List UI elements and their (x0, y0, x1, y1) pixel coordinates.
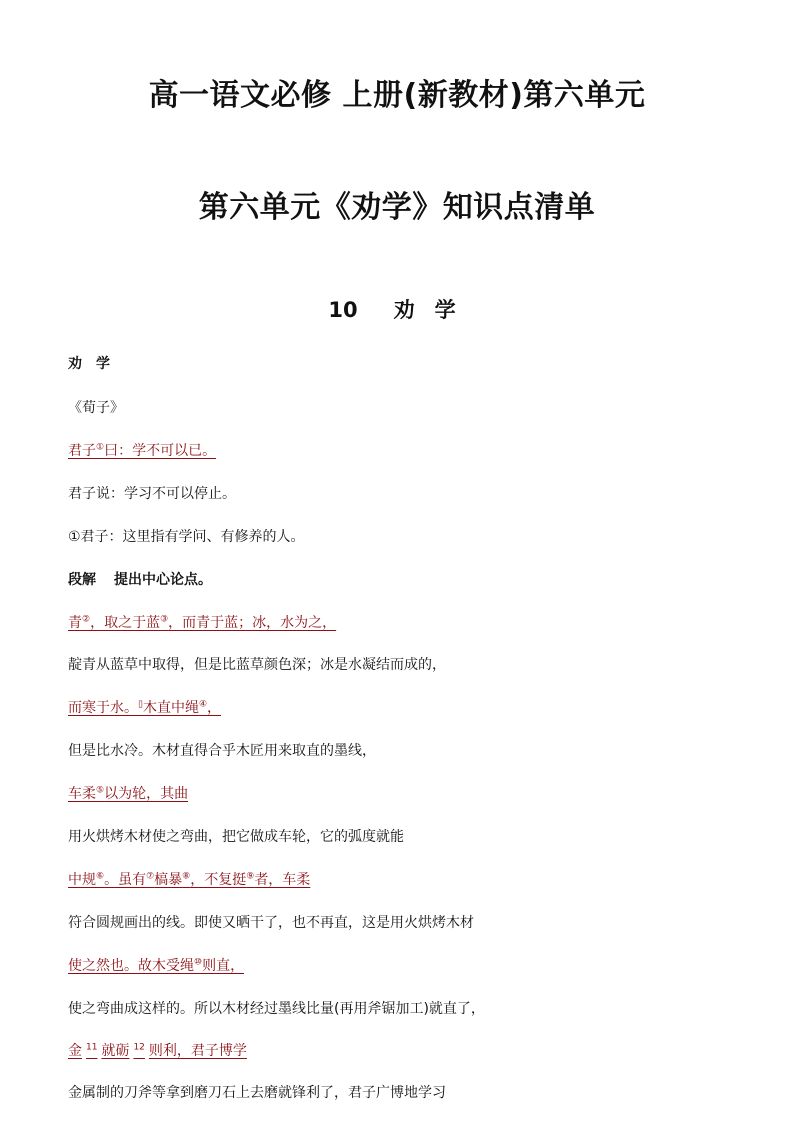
translation-line: 但是比水冷。木材直得合乎木匠用来取直的墨线， (68, 743, 376, 759)
original-text-line: 青②，取之于蓝③，而青于蓝；冰，水为之， (68, 614, 337, 631)
footnote-marker: ⑤ (96, 785, 105, 796)
document-title: 高一语文必修 上册(新教材)第六单元 (148, 78, 646, 113)
translation-line: 君子说：学习不可以停止。 (68, 486, 236, 502)
translation-line: 靛青从蓝草中取得，但是比蓝草颜色深；冰是水凝结而成的， (68, 657, 446, 673)
translation-line: 用火烘烤木材使之弯曲，把它做成车轮，它的弧度就能 (68, 829, 404, 845)
lesson-number: 10 (328, 298, 358, 322)
footnote-marker: ① (96, 442, 105, 453)
paragraph-summary (68, 570, 212, 590)
document-subtitle: 第六单元《劝学》知识点清单 (198, 190, 596, 225)
original-text-line: 车柔⑤以为轮，其曲 (68, 785, 189, 802)
footnote-marker: ⑧ (182, 871, 191, 882)
lesson-heading (0, 294, 794, 324)
footnote-marker: ⑩ (194, 957, 203, 968)
footnote-marker: ⑨ (246, 871, 255, 882)
translation-line: 使之弯曲成这样的。所以木材经过墨线比量(再用斧锯加工)就直了， (68, 1001, 485, 1017)
footnote-marker: ④ (198, 699, 208, 710)
footnote-marker: ③ (160, 614, 169, 625)
original-text-line: 而寒于水。▯木直中绳④， (68, 699, 222, 716)
inline-mark: ▯ (138, 699, 143, 710)
summary-label: 段解 (68, 572, 96, 588)
original-text-line: 君子①曰：学不可以已。 (68, 442, 217, 459)
translation-line: 金属制的刀斧等拿到磨刀石上去磨就锋利了，君子广博地学习 (68, 1085, 446, 1101)
lesson-title-char: 劝 (393, 298, 415, 322)
original-text-line: 中规⑥。虽有⑦槁暴⑧，不复挺⑨者，车柔 (68, 871, 311, 888)
original-text-line: 使之然也。故木受绳⑩则直， (68, 957, 245, 974)
author-line: 《荀子》 (68, 400, 124, 416)
footnote-marker: ⑥ (96, 871, 105, 882)
annotation-line: ①君子：这里指有学问、有修养的人。 (68, 529, 305, 545)
summary-text: 提出中心论点。 (114, 572, 212, 588)
lesson-title-char: 学 (434, 298, 456, 322)
original-text-line: 金 $^{11}$ 就砺 $^{12}$ 则利，君子博学 (68, 1042, 247, 1059)
section-title: 劝 学 (68, 356, 110, 372)
footnote-marker: ⑦ (146, 871, 155, 882)
translation-line: 符合圆规画出的线。即使又晒干了，也不再直，这是用火烘烤木材 (68, 915, 474, 931)
footnote-marker: 12 (133, 1042, 145, 1053)
footnote-marker: 11 (86, 1042, 98, 1053)
footnote-marker: ② (82, 614, 91, 625)
